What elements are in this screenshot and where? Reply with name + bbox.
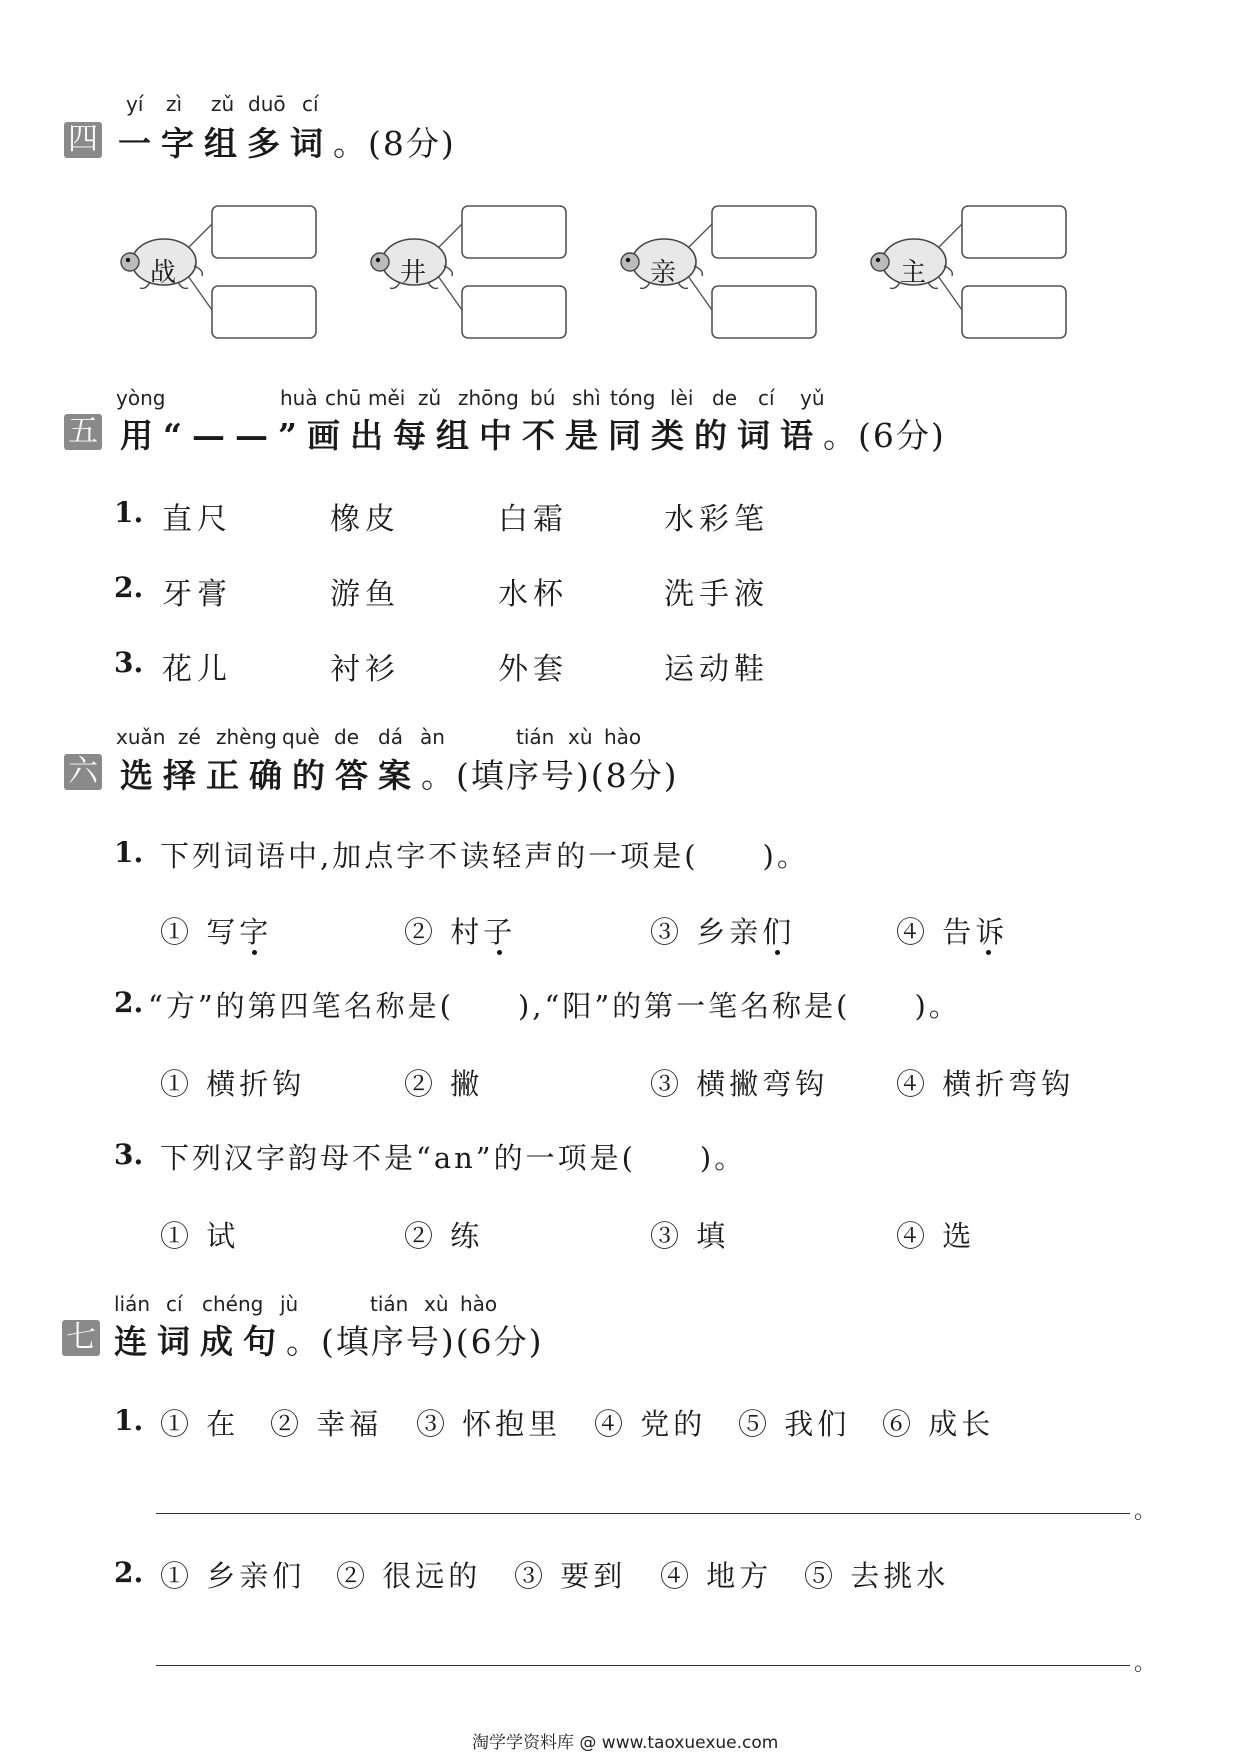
end-period: 。 — [1134, 1651, 1157, 1676]
pinyin: měi — [368, 386, 406, 410]
title-prefix: 用“——” — [120, 416, 307, 455]
pinyin: xù — [424, 1292, 449, 1316]
section-title — [120, 410, 946, 457]
answer-box[interactable] — [712, 286, 816, 338]
word[interactable]: 衬衫 — [330, 652, 400, 687]
option[interactable]: ① 横折钩 — [160, 1067, 306, 1101]
answer-line[interactable] — [156, 1665, 1130, 1666]
option[interactable]: ④ 横折弯钩 — [896, 1067, 1075, 1101]
end-period: 。 — [1134, 1499, 1157, 1524]
word-part: ⑥ 成长 — [882, 1407, 995, 1441]
pinyin: lián — [114, 1292, 151, 1316]
footer-watermark: 淘学学资料库 @ www.taoxuexue.com — [472, 1733, 779, 1753]
title-points: 。(填序号)(6分) — [286, 1322, 544, 1361]
word-part: ⑤ 我们 — [738, 1407, 851, 1441]
word[interactable]: 洗手液 — [664, 577, 769, 612]
emphasis-dot — [986, 950, 991, 955]
question-number: 2. — [114, 986, 144, 1019]
word[interactable]: 直尺 — [162, 502, 232, 537]
word-part: ① 乡亲们 — [160, 1559, 306, 1593]
option[interactable]: ① 试 — [160, 1219, 240, 1253]
pinyin: zhèng — [216, 725, 277, 749]
option[interactable]: ③ 乡亲们 — [650, 915, 796, 949]
section-badge: 七 — [62, 1320, 100, 1356]
question-text: “方”的第四笔名称是( ),“阳”的第一笔名称是( )。 — [148, 989, 961, 1023]
pinyin: huà — [280, 386, 318, 410]
section-badge: 六 — [64, 754, 102, 790]
answer-box[interactable] — [712, 206, 816, 258]
row-number: 1. — [114, 496, 144, 529]
answer-box[interactable] — [462, 286, 566, 338]
emphasis-dot — [497, 950, 502, 955]
turtle-char: 战 — [150, 258, 177, 288]
turtle-head-icon — [371, 253, 389, 271]
pinyin: chū — [325, 386, 362, 410]
row-number: 2. — [114, 571, 144, 604]
option[interactable]: ① 写字 — [160, 915, 273, 949]
word[interactable]: 花儿 — [162, 652, 232, 687]
pinyin: chéng — [202, 1292, 264, 1316]
word-part: ④ 地方 — [660, 1559, 773, 1593]
pinyin: yǔ — [800, 386, 825, 410]
question-text: 下列汉字韵母不是“an”的一项是( )。 — [160, 1141, 747, 1175]
section-title — [114, 1316, 544, 1363]
option[interactable]: ④ 告诉 — [896, 915, 1009, 949]
turtle-char: 亲 — [650, 258, 677, 288]
word[interactable]: 水彩笔 — [664, 502, 769, 537]
turtle-head-icon — [621, 253, 639, 271]
pinyin: cí — [166, 1292, 183, 1316]
pinyin: hào — [460, 1292, 498, 1316]
pinyin: cí — [302, 92, 319, 116]
section-title — [118, 118, 456, 165]
word-part: ② 幸福 — [270, 1407, 383, 1441]
section-badge: 四 — [64, 122, 102, 158]
option[interactable]: ④ 选 — [896, 1219, 976, 1253]
turtle-char: 主 — [900, 258, 927, 288]
pinyin: de — [334, 725, 359, 749]
option[interactable]: ② 撇 — [404, 1067, 484, 1101]
word-part: ② 很远的 — [336, 1559, 482, 1593]
title-text: 一字组多词 — [118, 124, 333, 163]
word-part: ① 在 — [160, 1407, 240, 1441]
turtle-head-icon — [121, 253, 139, 271]
pinyin: hào — [604, 725, 642, 749]
pinyin: zì — [166, 92, 183, 116]
word[interactable]: 水杯 — [498, 577, 568, 612]
title-text: 连词成句 — [114, 1322, 286, 1361]
word[interactable]: 游鱼 — [330, 577, 400, 612]
option[interactable]: ③ 横撇弯钩 — [650, 1067, 829, 1101]
word[interactable]: 外套 — [498, 652, 568, 687]
item-number: 1. — [114, 1404, 144, 1437]
word-part: ③ 怀抱里 — [416, 1407, 562, 1441]
pinyin: lèi — [670, 386, 694, 410]
pinyin: yòng — [116, 386, 166, 410]
word[interactable]: 牙膏 — [162, 577, 232, 612]
title-points: 。(8分) — [333, 124, 456, 163]
emphasis-dot — [775, 950, 780, 955]
option[interactable]: ② 练 — [404, 1219, 484, 1253]
pinyin: dá — [378, 725, 403, 749]
word-part: ⑤ 去挑水 — [804, 1559, 950, 1593]
pinyin: bú — [530, 386, 556, 410]
turtle-word-groups — [120, 200, 1120, 350]
item-number: 2. — [114, 1556, 144, 1589]
pinyin: tián — [516, 725, 555, 749]
question-number: 3. — [114, 1138, 144, 1171]
option[interactable]: ② 村子 — [404, 915, 517, 949]
answer-box[interactable] — [962, 206, 1066, 258]
pinyin: xù — [568, 725, 593, 749]
emphasis-dot — [252, 950, 257, 955]
pinyin: zé — [178, 725, 201, 749]
option[interactable]: ③ 填 — [650, 1219, 730, 1253]
section-badge: 五 — [64, 414, 102, 450]
pinyin: yí — [126, 92, 144, 116]
answer-line[interactable] — [156, 1513, 1130, 1514]
word-part: ④ 党的 — [594, 1407, 707, 1441]
pinyin: zǔ — [418, 386, 442, 410]
section-title — [120, 750, 679, 797]
title-text: 画出每组中不是同类的词语 — [306, 416, 823, 455]
turtle-head-icon — [871, 253, 889, 271]
pinyin: duō — [248, 92, 286, 116]
pinyin: zhōng — [458, 386, 519, 410]
row-number: 3. — [114, 646, 144, 679]
pinyin: de — [712, 386, 737, 410]
question-number: 1. — [114, 836, 144, 869]
pinyin: què — [282, 725, 320, 749]
answer-box[interactable] — [212, 286, 316, 338]
title-points: 。(6分) — [822, 416, 946, 455]
pinyin: tóng — [610, 386, 656, 410]
word-part: ③ 要到 — [514, 1559, 627, 1593]
pinyin: shì — [572, 386, 601, 410]
word[interactable]: 白霜 — [498, 502, 568, 537]
word[interactable]: 橡皮 — [330, 502, 400, 537]
word[interactable]: 运动鞋 — [664, 652, 769, 687]
pinyin: tián — [370, 1292, 409, 1316]
pinyin: xuǎn — [116, 725, 166, 749]
pinyin: jù — [280, 1292, 299, 1316]
answer-box[interactable] — [962, 286, 1066, 338]
title-text: 选择正确的答案 — [120, 756, 421, 795]
answer-box[interactable] — [212, 206, 316, 258]
pinyin: zǔ — [211, 92, 235, 116]
pinyin: àn — [420, 725, 445, 749]
answer-box[interactable] — [462, 206, 566, 258]
turtle-char: 井 — [400, 258, 427, 288]
pinyin: cí — [758, 386, 775, 410]
title-points: 。(填序号)(8分) — [421, 756, 679, 795]
question-text: 下列词语中,加点字不读轻声的一项是( )。 — [160, 839, 809, 873]
